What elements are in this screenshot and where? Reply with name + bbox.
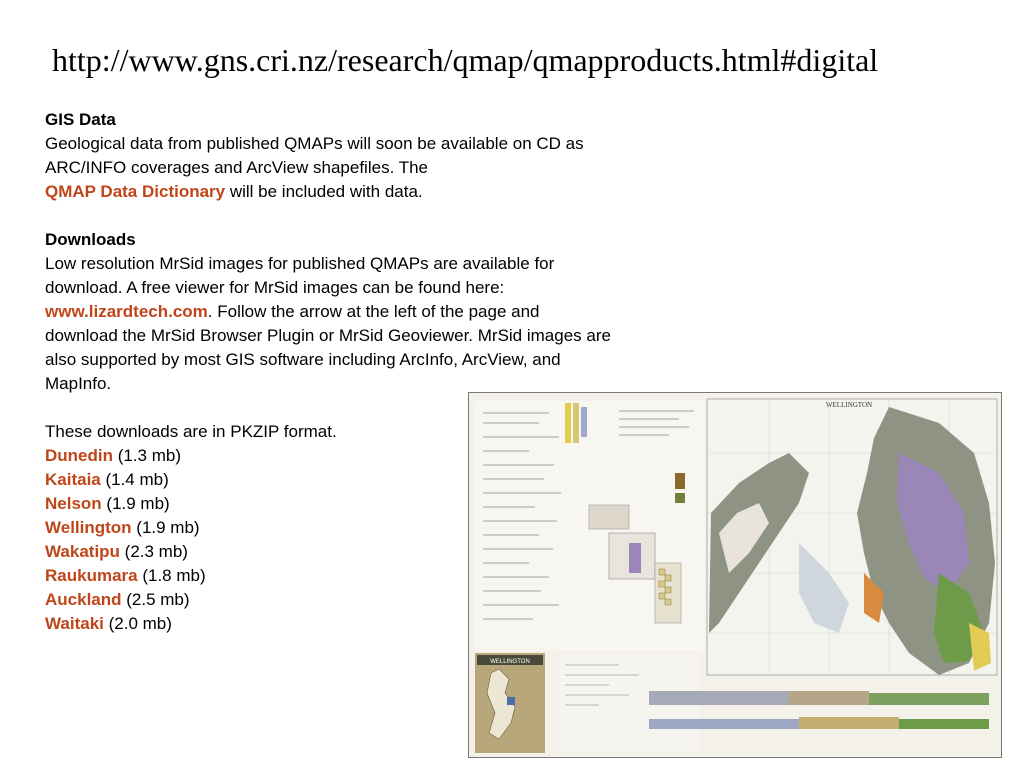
download-link-wakatipu[interactable]: Wakatipu: [45, 542, 120, 561]
downloads-heading: Downloads: [45, 230, 136, 249]
cross-section-1: [649, 691, 789, 705]
downloads-paragraph: [45, 252, 615, 396]
lizardtech-link[interactable]: www.lizardtech.com: [45, 302, 208, 321]
cross-section-1c: [869, 693, 989, 705]
legend-swatch-olive: [675, 493, 685, 503]
download-size: (1.9 mb): [101, 494, 170, 513]
format-note: These downloads are in PKZIP format.: [45, 422, 337, 441]
gis-data-text: Geological data from published QMAPs will soon be available on CD as ARC/INFO coverages and ArcView shapefiles. The: [45, 134, 584, 177]
cross-section-2c: [899, 719, 989, 729]
gis-data-heading: GIS Data: [45, 110, 116, 129]
download-link-auckland[interactable]: Auckland: [45, 590, 122, 609]
spacer: [45, 204, 615, 228]
inset-location-marker: [507, 697, 515, 705]
map-legend-panel: [475, 401, 705, 651]
legend-swatch-tan: [573, 403, 579, 443]
gis-data-paragraph: [45, 132, 615, 204]
main-map: [707, 399, 997, 675]
qmap-data-dictionary-link[interactable]: QMAP Data Dictionary: [45, 182, 226, 201]
download-link-kaitaia[interactable]: Kaitaia: [45, 470, 101, 489]
download-size: (1.3 mb): [113, 446, 182, 465]
cross-section-2: [649, 719, 799, 729]
download-size: (1.9 mb): [131, 518, 200, 537]
download-link-nelson[interactable]: Nelson: [45, 494, 102, 513]
downloads-text-2: . Follow the arrow at the left of the page and download the MrSid Browser Plugin or MrSid Geoviewer. MrSid images are also supported by most GIS software including ArcInfo, ArcView, and MapInfo.: [45, 302, 611, 393]
legend-box: [589, 505, 629, 529]
map-illustration: [469, 393, 1001, 757]
download-link-raukumara[interactable]: Raukumara: [45, 566, 138, 585]
legend-swatch-blue: [581, 407, 587, 437]
download-size: (1.8 mb): [137, 566, 206, 585]
cross-section-2b: [799, 717, 899, 729]
download-link-waitaki[interactable]: Waitaki: [45, 614, 104, 633]
legend-swatch-purple: [629, 543, 641, 573]
download-size: (2.0 mb): [103, 614, 172, 633]
legend-swatch-brown: [675, 473, 685, 489]
download-link-wellington[interactable]: Wellington: [45, 518, 132, 537]
download-size: (2.5 mb): [121, 590, 190, 609]
download-size: (2.3 mb): [119, 542, 188, 561]
download-size: (1.4 mb): [100, 470, 169, 489]
inset-title: WELLINGTON: [490, 659, 530, 665]
location-inset: [475, 653, 545, 753]
downloads-text-1: Low resolution MrSid images for published QMAPs are available for download. A free viewer for MrSid images can be found here:: [45, 254, 555, 297]
wellington-map-image: [468, 392, 1002, 758]
map-sheet-title: WELLINGTON: [825, 401, 873, 409]
cross-section-1b: [789, 691, 869, 705]
legend-swatch-yellow: [565, 403, 571, 443]
gis-data-text-after: will be included with data.: [225, 182, 423, 201]
page-url-title: http://www.gns.cri.nz/research/qmap/qmapproducts.html#digital: [52, 42, 879, 78]
download-link-dunedin[interactable]: Dunedin: [45, 446, 113, 465]
